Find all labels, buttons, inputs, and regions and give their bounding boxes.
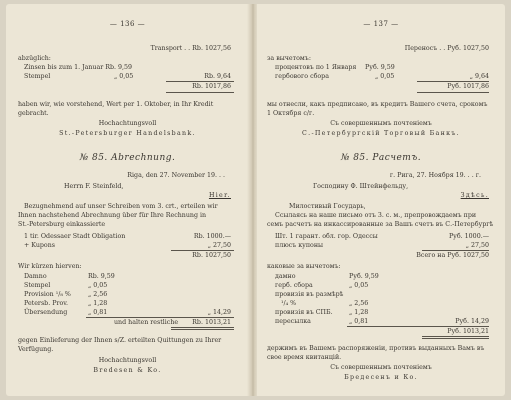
stempel-total: Rb. 9,64 <box>204 73 231 80</box>
charge-label: провизія въ СПБ. <box>275 309 333 316</box>
charge-value: „ 0,81 <box>349 318 369 325</box>
charge-label: Damno <box>24 273 47 280</box>
perenos-line: Переносъ . . Руб. 1027,50 <box>404 45 489 52</box>
charge-value: „ 2,56 <box>88 291 108 298</box>
item-value: Rb. 1000.— <box>193 233 231 240</box>
left-page-number: — 136 — <box>109 20 146 28</box>
rule <box>417 92 489 93</box>
right-page-number: — 137 — <box>363 20 399 28</box>
signature: Bredesen & Ko. <box>93 367 162 374</box>
item-value: „ 27,50 <box>465 242 489 249</box>
signature: С.-Петербургскій Торговый Банкъ. <box>302 130 460 137</box>
charge-value: „ 1,28 <box>349 309 369 316</box>
paragraph: St.-Petersburg einkassierte <box>18 221 106 228</box>
body-text: мы отнесли, какъ предписано, въ кредитъ Вашего счета, срокомъ <box>267 101 488 108</box>
closing-text: Съ совершеннымъ почтеніемъ <box>330 120 432 127</box>
item-value: Руб. 1000.— <box>448 233 489 240</box>
charge-label: пересылка <box>275 318 311 325</box>
transport-line: Transport . . Rb. 1027,56 <box>150 45 231 52</box>
rule <box>171 327 234 328</box>
item-value: Rb. 1027,50 <box>192 252 231 259</box>
charges-total: Руб. 14,29 <box>455 318 489 325</box>
charge-value: „ 0,05 <box>88 282 108 289</box>
total-line: Руб. 1017,86 <box>447 83 489 90</box>
rule <box>166 92 234 93</box>
charge-label: дамно <box>275 273 296 280</box>
paragraph: Ihnen nachstehend Abrechnung über für Ihre Rechnung in <box>18 212 207 219</box>
zinsen-line: Zinsen bis zum 1. Januar Rb. 9,59 <box>24 64 133 71</box>
paragraph: Bezugnehmend auf unser Schreiben vom 3. crt., erteilen wir <box>24 203 218 210</box>
body-text: haben wir, wie vorstehend, Wert per 1. Oktober, in Ihr Kredit <box>18 101 214 108</box>
charge-label: Petersb. Prov. <box>24 300 69 307</box>
section-label: Wir kürzen hierven: <box>18 263 82 270</box>
gerb-value: „ 0,05 <box>375 73 395 80</box>
left-page <box>6 4 249 396</box>
charge-label: Stempel <box>24 282 51 289</box>
addressee: Господину Ф. Штейнфельду, <box>313 183 409 190</box>
signature: St.-Petersburger Handelsbank. <box>59 130 196 137</box>
stempel-sub: „ 0,05 <box>114 73 134 80</box>
closing-text: Съ совершеннымъ почтеніемъ <box>330 364 432 371</box>
item-label: Шт. 1 гарант. обл. гор. Одессы <box>275 233 378 240</box>
procent-label: процентовъ по 1 Января <box>275 64 357 71</box>
greeting: Милостивый Государь, <box>289 203 366 210</box>
rule <box>171 329 234 330</box>
za-vychetom-label: за вычетомъ: <box>267 55 311 62</box>
charge-label: ¹/₄ % <box>281 300 297 307</box>
closing-text: Hochachtungsvoll <box>98 357 157 364</box>
letter-date: г. Рига, 27. Ноября 19. . . г. <box>389 172 481 179</box>
charge-label: Provision ¹/₈ % <box>24 291 71 298</box>
charge-value: Руб. 9,59 <box>349 273 379 280</box>
gerb-label: гербового сбора <box>275 73 329 80</box>
abzuglich-label: abzüglich: <box>18 55 51 62</box>
closing-text: Hochachtungsvoll <box>98 120 157 127</box>
procent-value: Руб. 9,59 <box>365 64 395 71</box>
item-value: Всего на Руб. 1027,50 <box>416 252 489 259</box>
charge-label: провизія въ размѣрѣ <box>275 291 344 298</box>
place: Hier. <box>208 192 231 199</box>
signature: Бредесенъ и Ко. <box>344 374 418 381</box>
paragraph: держимъ въ Вашемъ распоряженіи, противъ выданныхъ Вамъ въ <box>267 345 485 352</box>
gerb-total: „ 9,64 <box>469 73 489 80</box>
rule <box>422 338 489 339</box>
charge-value: „ 2,56 <box>349 300 369 307</box>
letter-title: № 85. Расчетъ. <box>340 153 422 163</box>
charge-value: Rb. 9,59 <box>88 273 115 280</box>
letter-date: Riga, den 27. November 19. . . <box>127 172 225 179</box>
item-value: „ 27,50 <box>207 242 231 249</box>
paragraph: свое время квитанцій. <box>267 354 342 361</box>
total-line: Rb. 1017,86 <box>192 83 231 90</box>
paragraph: Ссылаясь на наше письмо отъ 3. с. м., препровождаемъ при <box>275 212 477 219</box>
letter-title: № 85. Abrechnung. <box>79 153 176 163</box>
paragraph: gegen Einlieferung der Ihnen s/Z. erteilten Quittungen zu Ihrer <box>18 337 222 344</box>
charge-value: „ 1,28 <box>88 300 108 307</box>
paragraph: Verfügung. <box>18 346 54 353</box>
und-halten: und halten restliche <box>114 319 179 326</box>
body-text: 1 Октября с/г. <box>267 110 315 117</box>
section-label: каковые за вычетомъ: <box>267 263 341 270</box>
charge-label: Übersendung <box>24 309 68 316</box>
charge-value: „ 0,81 <box>88 309 108 316</box>
body-text: gebracht. <box>18 110 49 117</box>
charges-total: „ 14,29 <box>207 309 231 316</box>
item-label: 1 tir. Odessaer Stadt Obligation <box>24 233 126 240</box>
item-label: плюсъ купоны <box>275 242 324 249</box>
final-total: Rb. 1013,21 <box>192 319 231 326</box>
charge-label: герб. сбора <box>275 282 313 289</box>
stempel-label: Stempel <box>24 73 51 80</box>
final-total: Руб. 1013,21 <box>447 328 489 335</box>
addressee: Herrn F. Steinfeld, <box>64 183 124 190</box>
item-label: + Kupons <box>24 242 56 249</box>
charge-value: „ 0,05 <box>349 282 369 289</box>
rule <box>422 336 489 337</box>
right-page <box>257 4 505 396</box>
paragraph: семъ расчетъ на инкассированные за Вашъ счетъ въ С.-Петербургѣ <box>267 221 494 228</box>
place: Здѣсь. <box>460 192 489 199</box>
